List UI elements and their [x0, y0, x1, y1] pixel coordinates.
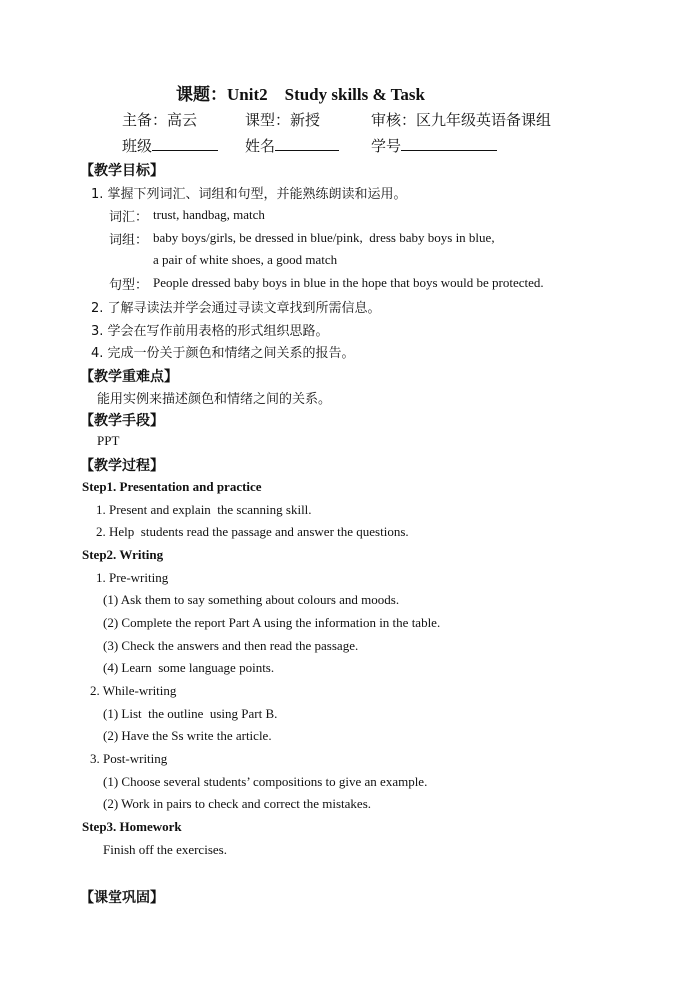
- class-blank: [152, 136, 218, 151]
- post-writing: 3. Post-writing: [90, 751, 168, 766]
- student-id-field: [371, 135, 497, 156]
- means-text: PPT: [97, 433, 120, 448]
- post-writing-2: (2) Work in pairs to check and correct the mistakes.: [103, 796, 372, 811]
- keypoints-text: 能用实例来描述颜色和情绪之间的关系。: [97, 392, 332, 407]
- pre-writing-3: (3) Check the answers and then read the passage.: [103, 638, 359, 653]
- means-heading: 【教学手段】: [80, 413, 164, 429]
- step2-heading: Step2. Writing: [82, 547, 164, 562]
- pre-writing-4: (4) Learn some language points.: [103, 660, 275, 675]
- while-writing-1: (1) List the outline using Part B.: [103, 706, 278, 721]
- sentence-label: 句型：: [109, 278, 149, 293]
- objective-1: 1. 掌握下列词汇、词组和句型，并能熟练朗读和运用。: [91, 187, 407, 202]
- pre-writing: 1. Pre-writing: [96, 570, 169, 585]
- sentence-text: People dressed baby boys in blue in the hope that boys would be protected.: [153, 275, 544, 290]
- reviewer: 审核：区九年级英语备课组: [371, 111, 552, 129]
- keypoints-heading: 【教学重难点】: [80, 369, 178, 385]
- lesson-title: 课题：Unit2 Study skills & Task: [176, 85, 425, 104]
- phrase-text-2: a pair of white shoes, a good match: [153, 252, 338, 267]
- step1-heading: Step1. Presentation and practice: [82, 479, 262, 494]
- step3-heading: Step3. Homework: [82, 819, 182, 834]
- process-heading: 【教学过程】: [80, 458, 164, 474]
- pre-writing-1: (1) Ask them to say something about colours and moods.: [103, 592, 400, 607]
- name-label: 姓名: [245, 137, 276, 155]
- class-field: [122, 135, 218, 156]
- consolidate-heading: 【课堂巩固】: [80, 890, 164, 906]
- phrase-text-1: baby boys/girls, be dressed in blue/pink, dress baby boys in blue,: [153, 230, 495, 245]
- vocab-text: trust, handbag, match: [153, 207, 265, 222]
- step1-item-1: 1. Present and explain the scanning skill.: [96, 502, 312, 517]
- pre-writing-2: (2) Complete the report Part A using the information in the table.: [103, 615, 441, 630]
- step1-item-2: 2. Help students read the passage and answer the questions.: [96, 524, 409, 539]
- objective-2: 2. 了解寻读法并学会通过寻读文章找到所需信息。: [91, 301, 381, 316]
- phrase-label: 词组：: [109, 233, 149, 248]
- while-writing: 2. While-writing: [90, 683, 177, 698]
- name-blank: [275, 136, 339, 151]
- student-id-blank: [401, 136, 497, 151]
- student-id-label: 学号: [371, 137, 402, 155]
- lesson-type: 课型：新授: [245, 111, 321, 129]
- vocab-label: 词汇：: [109, 210, 149, 225]
- homework-text: Finish off the exercises.: [103, 842, 227, 857]
- while-writing-2: (2) Have the Ss write the article.: [103, 728, 272, 743]
- objective-4: 4. 完成一份关于颜色和情绪之间关系的报告。: [91, 346, 355, 361]
- objective-3: 3. 学会在写作前用表格的形式组织思路。: [91, 324, 329, 339]
- post-writing-1: (1) Choose several students’ compositions to give an example.: [103, 774, 428, 789]
- class-label: 班级: [122, 137, 153, 155]
- objectives-heading: 【教学目标】: [80, 163, 164, 179]
- name-field: [245, 135, 339, 156]
- preparer: 主备：高云: [122, 111, 198, 129]
